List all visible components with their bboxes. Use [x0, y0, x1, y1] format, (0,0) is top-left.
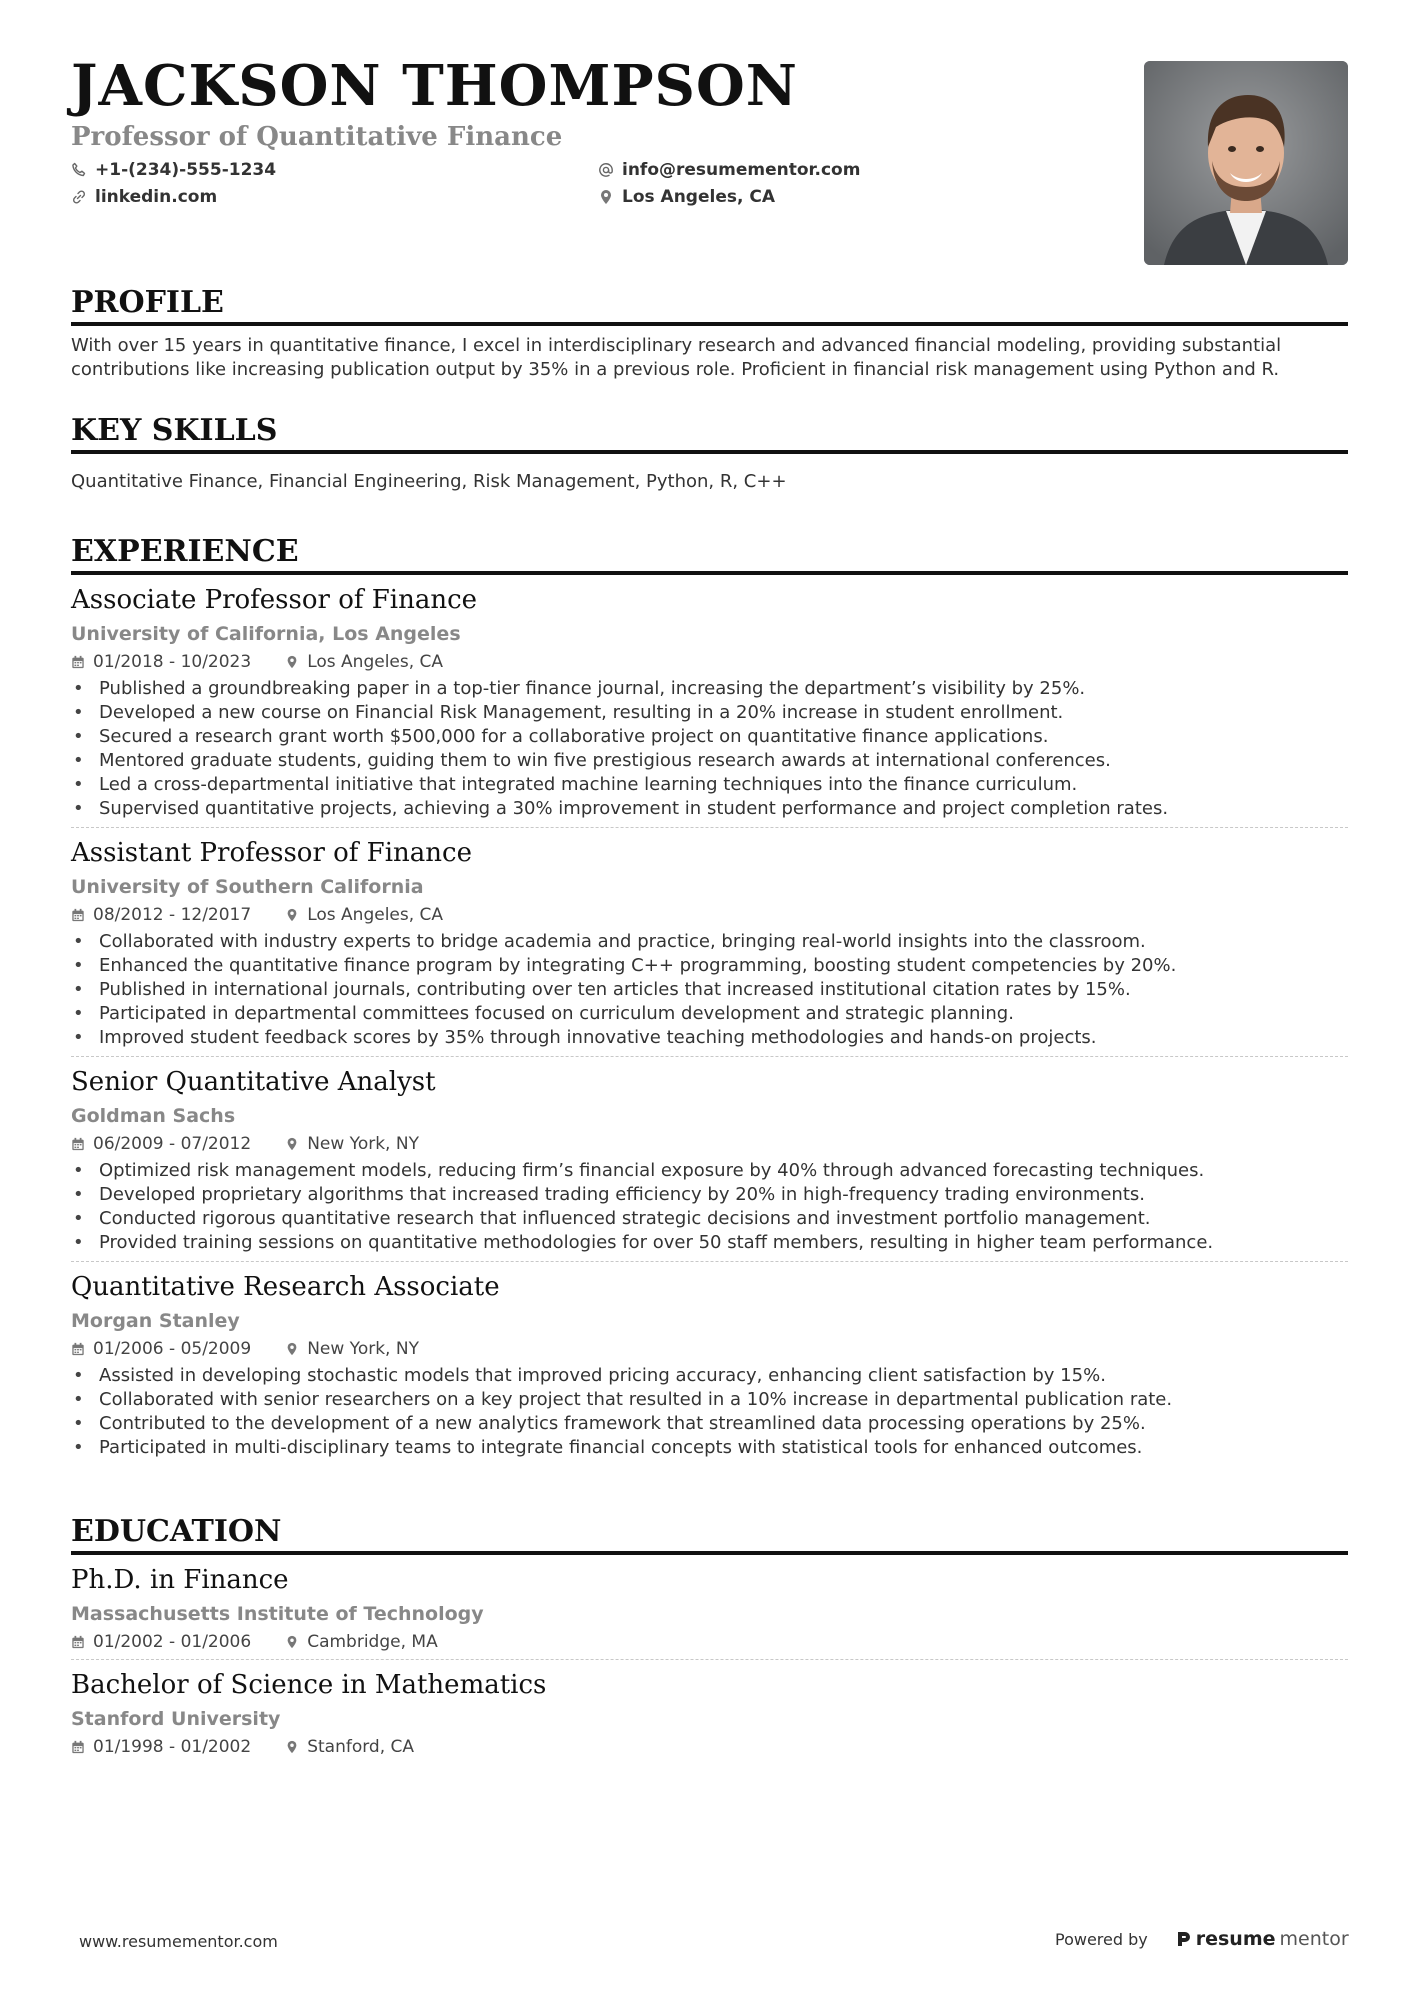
- job-title: Senior Quantitative Analyst: [71, 1067, 436, 1097]
- footer-branding: [1055, 1928, 1349, 1950]
- education-location: Stanford, CA: [307, 1737, 415, 1757]
- map-pin-icon: [285, 1342, 299, 1356]
- location-text: Los Angeles, CA: [622, 186, 775, 207]
- link-icon: [71, 189, 87, 205]
- job-bullet: • Mentored graduate students, guiding them to win five prestigious research awards at international conferences.: [71, 749, 1348, 773]
- job-bullet: • Developed a new course on Financial Risk Management, resulting in a 20% increase in student enrollment.: [71, 701, 1348, 725]
- education-meta: [71, 1736, 1348, 1758]
- profile-text: With over 15 years in quantitative finance, I excel in interdisciplinary research and advanced financial modeling, providing substantial contributions like increasing publication output by 35% in a previous role. Proficient in financial risk management using Python and R.: [71, 335, 1282, 380]
- job-employer: University of California, Los Angeles: [71, 623, 461, 645]
- education-dates: 01/2002 - 01/2006: [93, 1632, 252, 1652]
- contact-location: [598, 187, 1098, 206]
- job-entry: [71, 583, 1348, 828]
- job-bullet: • Conducted rigorous quantitative research that influenced strategic decisions and investment portfolio management.: [71, 1207, 1348, 1231]
- brand-logo[interactable]: [1176, 1928, 1349, 1950]
- school-name: Massachusetts Institute of Technology: [71, 1603, 484, 1625]
- job-bullet: • Assisted in developing stochastic models that improved pricing accuracy, enhancing client satisfaction by 15%.: [71, 1364, 1348, 1388]
- job-bullet: • Developed proprietary algorithms that increased trading efficiency by 20% in high-frequency trading environments.: [71, 1183, 1348, 1207]
- job-bullets: [71, 930, 1348, 1050]
- job-dates: 06/2009 - 07/2012: [93, 1134, 252, 1154]
- job-location: Los Angeles, CA: [307, 905, 444, 925]
- education-meta: [71, 1631, 1348, 1653]
- education-location: Cambridge, MA: [307, 1632, 438, 1652]
- map-pin-icon: [598, 189, 614, 205]
- powered-by-text: Powered by: [1055, 1929, 1148, 1949]
- profile-section: [71, 285, 1348, 382]
- candidate-role: Professor of Quantitative Finance: [71, 122, 563, 152]
- footer-website[interactable]: www.resumementor.com: [79, 1932, 278, 1951]
- job-bullets: [71, 677, 1348, 821]
- education-entry: [71, 1668, 1348, 1764]
- brand-name-bold: resume: [1195, 1928, 1276, 1950]
- phone-icon: [71, 162, 87, 178]
- map-pin-icon: [285, 1635, 299, 1649]
- education-entry: [71, 1563, 1348, 1660]
- degree-title: Bachelor of Science in Mathematics: [71, 1670, 547, 1700]
- job-bullet: • Secured a research grant worth $500,000 for a collaborative project on quantitative finance applications.: [71, 725, 1348, 749]
- profile-heading: PROFILE: [71, 288, 1348, 326]
- map-pin-icon: [285, 1137, 299, 1151]
- job-location: New York, NY: [307, 1339, 419, 1359]
- map-pin-icon: [285, 1740, 299, 1754]
- job-employer: Goldman Sachs: [71, 1105, 236, 1127]
- job-bullet: • Participated in departmental committees focused on curriculum development and strategic planning.: [71, 1002, 1348, 1026]
- job-dates: 01/2018 - 10/2023: [93, 652, 252, 672]
- resume-header: [71, 0, 1348, 270]
- experience-heading: EXPERIENCE: [71, 537, 1348, 575]
- contact-linkedin[interactable]: [71, 187, 598, 206]
- education-heading: EDUCATION: [71, 1517, 1348, 1555]
- job-bullet: • Led a cross-departmental initiative that integrated machine learning techniques into the finance curriculum.: [71, 773, 1348, 797]
- education-section: [71, 1514, 1348, 1764]
- candidate-name: JACKSON THOMPSON: [71, 53, 798, 119]
- job-dates: 08/2012 - 12/2017: [93, 905, 252, 925]
- calendar-icon: [71, 655, 85, 669]
- education-dates: 01/1998 - 01/2002: [93, 1737, 252, 1757]
- map-pin-icon: [285, 655, 299, 669]
- job-employer: University of Southern California: [71, 876, 424, 898]
- job-bullet: • Contributed to the development of a new analytics framework that streamlined data processing operations by 25%.: [71, 1412, 1348, 1436]
- calendar-icon: [71, 1740, 85, 1754]
- calendar-icon: [71, 1342, 85, 1356]
- job-entry: [71, 1065, 1348, 1262]
- job-bullet: • Provided training sessions on quantitative methodologies for over 50 staff members, resulting in higher team performance.: [71, 1231, 1348, 1255]
- job-bullets: [71, 1364, 1348, 1460]
- job-meta: [71, 904, 1348, 926]
- skills-heading: KEY SKILLS: [71, 416, 1348, 454]
- job-meta: [71, 1338, 1348, 1360]
- job-bullet: • Collaborated with industry experts to bridge academia and practice, bringing real-world insights into the classroom.: [71, 930, 1348, 954]
- job-bullet: • Supervised quantitative projects, achieving a 30% improvement in student performance and project completion rates.: [71, 797, 1348, 821]
- job-location: Los Angeles, CA: [307, 652, 444, 672]
- phone-text: +1-(234)-555-1234: [95, 159, 277, 180]
- school-name: Stanford University: [71, 1708, 281, 1730]
- calendar-icon: [71, 1635, 85, 1649]
- job-bullet: • Optimized risk management models, reducing firm’s financial exposure by 40% through advanced forecasting techniques.: [71, 1159, 1348, 1183]
- degree-title: Ph.D. in Finance: [71, 1565, 289, 1595]
- job-location: New York, NY: [307, 1134, 419, 1154]
- calendar-icon: [71, 1137, 85, 1151]
- job-employer: Morgan Stanley: [71, 1310, 240, 1332]
- job-bullet: • Participated in multi-disciplinary teams to integrate financial concepts with statistical tools for enhanced outcomes.: [71, 1436, 1348, 1460]
- map-pin-icon: [285, 908, 299, 922]
- job-bullet: • Published a groundbreaking paper in a top-tier finance journal, increasing the department’s visibility by 25%.: [71, 677, 1348, 701]
- resumementor-logo-icon: [1176, 1930, 1192, 1948]
- contact-email[interactable]: [598, 160, 1098, 179]
- job-bullets: [71, 1159, 1348, 1255]
- job-dates: 01/2006 - 05/2009: [93, 1339, 252, 1359]
- job-meta: [71, 1133, 1348, 1155]
- contact-list: [71, 160, 1151, 206]
- at-icon: [598, 162, 614, 178]
- profile-photo: [1144, 61, 1348, 265]
- job-bullet: • Collaborated with senior researchers on a key project that resulted in a 10% increase in departmental publication rate.: [71, 1388, 1348, 1412]
- resume-page: [71, 0, 1348, 1757]
- job-bullet: • Published in international journals, contributing over ten articles that increased institutional citation rates by 15%.: [71, 978, 1348, 1002]
- calendar-icon: [71, 908, 85, 922]
- job-entry: [71, 836, 1348, 1057]
- job-title: Quantitative Research Associate: [71, 1272, 500, 1302]
- skills-text: Quantitative Finance, Financial Engineering, Risk Management, Python, R, C++: [71, 471, 787, 492]
- email-text: info@resumementor.com: [622, 159, 861, 180]
- job-bullet: • Improved student feedback scores by 35% through innovative teaching methodologies and hands-on projects.: [71, 1026, 1348, 1050]
- experience-section: [71, 534, 1348, 1466]
- job-meta: [71, 651, 1348, 673]
- job-title: Assistant Professor of Finance: [71, 838, 472, 868]
- job-bullet: • Enhanced the quantitative finance program by integrating C++ programming, boosting student competencies by 20%.: [71, 954, 1348, 978]
- contact-phone[interactable]: [71, 160, 598, 179]
- brand-name-light: mentor: [1279, 1928, 1349, 1950]
- job-entry: [71, 1270, 1348, 1466]
- linkedin-text: linkedin.com: [95, 186, 218, 207]
- skills-section: [71, 413, 1348, 494]
- job-title: Associate Professor of Finance: [71, 585, 478, 615]
